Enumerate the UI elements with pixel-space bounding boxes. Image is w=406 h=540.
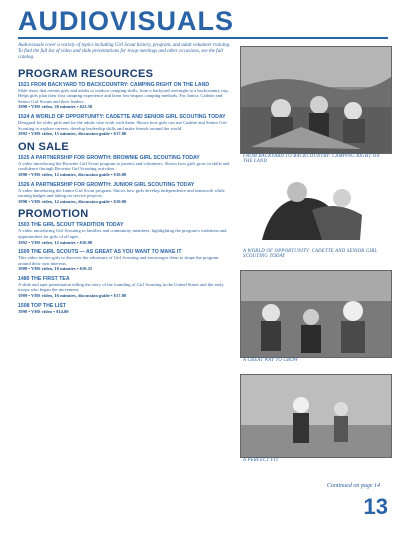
section-heading-program-resources: PROGRAM RESOURCES [18, 67, 154, 80]
item-price: 1989 • VHS video, 16 minutes, discussion guide • $17.00 [18, 293, 127, 299]
photo-camping [240, 46, 392, 154]
item-title: 1503 THE GIRL SCOUT TRADITION TODAY [18, 222, 124, 229]
item-price: 1992 • VHS video, 15 minutes, discussion guide • $17.00 [18, 131, 127, 137]
text-column [18, 43, 232, 318]
catalog-item [18, 182, 232, 205]
catalog-item [18, 222, 232, 245]
catalog-item [18, 114, 232, 137]
item-title: 1508 TOP THE LIST [18, 302, 66, 309]
photo-outdoor [240, 374, 392, 458]
page-title: AUDIOVISUALS [18, 6, 235, 36]
item-price: 1992 • VHS video, 12 minutes • $10.00 [18, 239, 93, 245]
photo-caption: FROM BACKYARD TO BACKCOUNTRY: CAMPING RIGHT ON THE LAND [243, 154, 380, 165]
item-description: Designed for older girls and for the adults who work with them. Shows how girls can use Cadette and Senior Girl Scouting to explore careers, develop leadership skills and make friends around the world. [18, 119, 227, 131]
continued-note: Continued on page 14 [326, 483, 380, 489]
item-title: 1480 THE FIRST TEA [18, 275, 70, 282]
photo-caption: A WORLD OF OPPORTUNITY: CADETTE AND SENIOR GIRL SCOUTING TODAY [243, 249, 378, 260]
item-description: This video invites girls to discover the adventure of Girl Scouting and encourages them to shape the program around their own interests. [18, 255, 219, 266]
item-description: A video introducing the Junior Girl Scout program. Shows how girls develop independence and teamwork while earning badges and taking on service projects. [18, 187, 225, 199]
outdoor-photo-illustration [241, 375, 391, 457]
item-price: 1990 • VHS video, 12 minutes, discussion guide • $10.00 [18, 198, 127, 204]
girls-photo-illustration [242, 170, 392, 246]
photo-caption: A GREAT WAY TO GROW [243, 358, 298, 363]
item-title: 1524 A WORLD OF OPPORTUNITY: CADETTE AND SENIOR GIRL SCOUTING TODAY [18, 113, 226, 120]
group-photo-illustration [241, 271, 391, 357]
item-description: A video introducing the Brownie Girl Scout program to parents and volunteers. Shows how girls grow in skills and confidence through Brownie Girl Scouting activities. [18, 160, 230, 172]
photo-caption: A PERFECT FIT [243, 458, 279, 463]
item-price: 1990 • VHS video • $14.00 [18, 308, 69, 314]
camping-photo-illustration [241, 47, 391, 153]
item-title: 1526 A PARTNERSHIP FOR GROWTH: JUNIOR GIRL SCOUTING TODAY [18, 181, 195, 188]
section-heading-on-sale: ON SALE [18, 140, 69, 153]
catalog-item [18, 303, 232, 315]
catalog-item [18, 249, 232, 272]
item-title: 1509 THE GIRL SCOUTS — AS GREAT AS YOU WANT TO MAKE IT [18, 249, 182, 256]
section-heading-promotion: PROMOTION [18, 208, 89, 221]
photo-group [240, 270, 392, 358]
catalog-item [18, 276, 232, 299]
catalog-item [18, 82, 232, 110]
intro-paragraph: Audiovisuals cover a variety of topics including Girl Scout history, program, and adult volunteer training. To find the full list of video and slide presentations for troop meetings and other occasions, see the full catalog. [18, 43, 231, 61]
item-description: A video introducing Girl Scouting to families and community members, highlighting the program's traditions and opportunities for girls of all ages. [18, 228, 227, 239]
page-number: 13 [363, 494, 388, 519]
title-rule [18, 37, 388, 39]
item-title: 1525 A PARTNERSHIP FOR GROWTH: BROWNIE GIRL SCOUTING TODAY [18, 154, 200, 161]
photo-girls [242, 170, 392, 246]
item-description: A slide and tape presentation telling the story of the founding of Girl Scouting in the United States and the early troops who began the movement. [18, 281, 224, 293]
item-price: 1990 • VHS video, 20 minutes • $22.50 [18, 104, 93, 110]
item-title: 1521 FROM BACKYARD TO BACKCOUNTRY: CAMPING RIGHT ON THE LAND [18, 81, 210, 88]
catalog-item [18, 155, 232, 178]
item-price: 1990 • VHS video, 12 minutes, discussion guide • $10.00 [18, 171, 127, 177]
item-description: Slide show that orients girls and adults to outdoor camping skills, from a backyard overnight to a backcountry trip. Helps girls plan their first camping experience and learn low-impact camping methods. For Junior, Cadette and Senior Girl Scouts and their leaders. [18, 87, 229, 104]
item-price: 1989 • VHS video, 10 minutes • $10.25 [18, 266, 93, 272]
